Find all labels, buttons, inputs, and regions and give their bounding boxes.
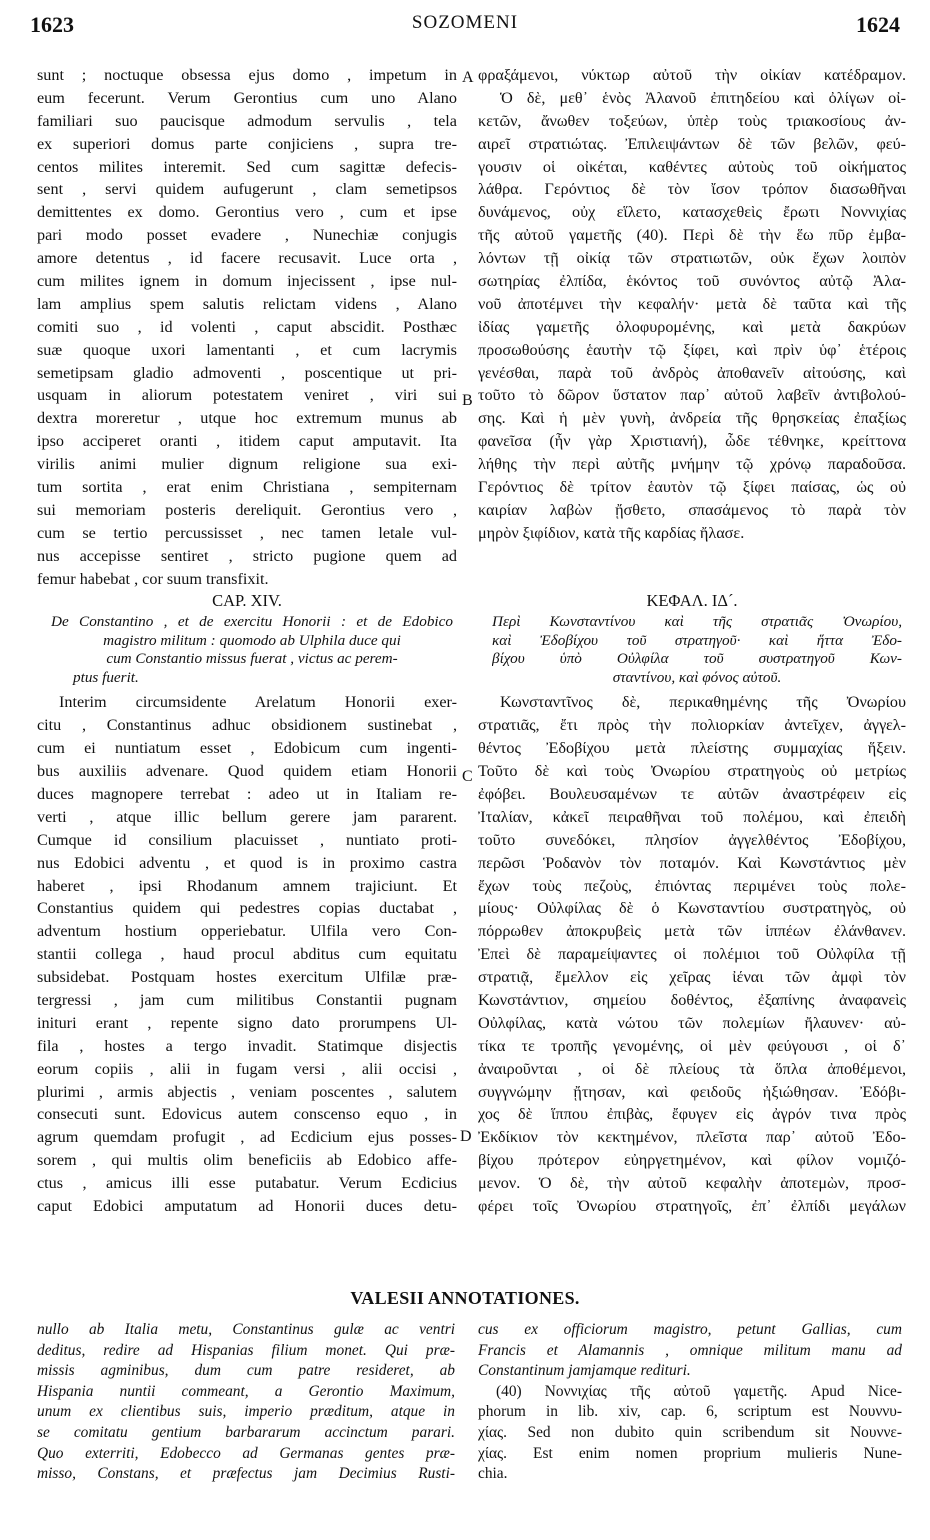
greek-paragraph-1 — [478, 64, 906, 545]
text-line: sunt ; noctuque obsessa ejus domo , impetum in — [37, 66, 457, 84]
text-line: Ἰταλίαν, κἀκεῖ πειραθῆναι τοῦ πολέμου, καὶ ἐπειδὴ — [478, 807, 906, 826]
text-line: agrum quemdam profugit , ad Ecdicium ejus posses- — [37, 1128, 457, 1147]
latin-paragraph-2 — [37, 691, 457, 1217]
greek-paragraph-2 — [478, 691, 906, 1217]
text-line: demittentes ex domo. Gerontius vero , cum et ipse — [37, 203, 457, 222]
text-line: subsidebat. Postquam hostes exercitum Ulfilæ præ- — [37, 968, 457, 987]
page-number-left: 1623 — [30, 12, 74, 37]
text-line: κετῶν, ἄνωθεν τοξεύων, ὑπὲρ τοὺς τριακοσίους ἀν- — [478, 111, 906, 130]
annotation-line: χίας. Est enim nomen proprium mulieris Nune- — [478, 1444, 902, 1462]
text-line: θέντος Ἐδοβίχου μετὰ πλείστης συμμαχίας ἥξειν. — [478, 739, 906, 758]
latin-column — [37, 64, 457, 1218]
text-line: sorem , qui multis olim beneficiis ab Edobico affe- — [37, 1151, 457, 1170]
text-line: adventum hostium opperiebatur. Ulfila vero Con- — [37, 922, 457, 941]
annotation-line: misso, Constans, et præfectus jam Decimius Rusti- — [37, 1465, 455, 1483]
text-line: αιρεῖ στρατιώτας. Ἐπιλειψάντων δὲ τῶν βελῶν, φεύ- — [478, 134, 906, 153]
text-line: virilis animi mulier dignum religione sua exi- — [37, 455, 457, 474]
text-line: πόρρωθεν ἀποκρυβεὶς μετὰ τῶν ἱππέων ἐλάνθανεν. — [478, 922, 906, 941]
text-line: sui memoriam posteris dereliquit. Gerontius vero , — [37, 500, 457, 519]
chapter-heading-latin: CAP. XIV. — [212, 591, 282, 611]
text-line: tum sortita , erat enim Christiana , sempiternam — [37, 478, 457, 497]
text-line: nus Edobici adventu , et quod is in proximo castra — [37, 853, 457, 872]
text-line: Κωνσταντῖνος δὲ, περικαθημένης τῆς Ὀνωρίου — [500, 693, 906, 712]
text-line: τοῦτο τὸ δῶρον ὕστατον παρ᾽ αὐτοῦ λαβεῖν ἀντιβολού- — [478, 386, 906, 405]
margin-marker-c: C — [462, 768, 473, 785]
text-line: λήθης τὴν περὶ αὐτῆς μνήμην τῷ χρόνῳ παραδοῦσα. — [478, 455, 906, 474]
text-line: caput Edobici amputatum ad Honorii duces detu- — [37, 1196, 457, 1215]
text-line: Constantius quidem qui pedestres copias ductabat , — [37, 899, 457, 918]
annotation-line: Quo exterriti, Edobecco ad Germanas gentes præ- — [37, 1444, 455, 1462]
text-line: sent , servi quidem aufugerunt , clam semetipsos — [37, 180, 457, 199]
text-line: μενον. Ὁ δὲ, τὴν αὐτοῦ κεφαλὴν ἀποτεμὼν, προσ- — [478, 1174, 906, 1193]
subtitle-line: ptus fuerit. — [73, 668, 139, 686]
page-number-right: 1624 — [856, 12, 900, 37]
text-line: Ἐκδίκιον τὸν κεκτημένον, πλεῖστα παρ᾽ αὐτοῦ Ἐδο- — [478, 1128, 906, 1147]
footnote-40: (40) Νοννιχίας τῆς αὐτοῦ γαμετῆς. Apud Nice- — [496, 1382, 902, 1400]
text-line: cum se tertio percussisset , nec tamen letale vul- — [37, 523, 457, 542]
text-line: consecuti sunt. Edovicus autem conscenso equo , in — [37, 1105, 457, 1124]
text-line: Ἐπεὶ δὲ παραμείψαντες οἱ πολέμιοι τοῦ Οὐλφίλα τῇ — [478, 945, 906, 964]
annotation-line: unum ex clientibus suis, imperio præditum, atque in — [37, 1403, 455, 1421]
text-line: inituri erant , repente signo dato prorumpens Ul- — [37, 1013, 457, 1032]
subtitle-line: βίχου ὑπὸ Οὐλφίλα τοῦ συστρατηγοῦ Κων- — [492, 650, 902, 668]
running-title: SOZOMENI — [411, 12, 519, 33]
subtitle-line: Περὶ Κωνσταντίνου καὶ τῆς στρατιᾶς Ὀνωρίου, — [492, 613, 902, 631]
text-line: verti , atque illic bellum gerere jam pararent. — [37, 807, 457, 826]
text-line: dextra moreretur , utque hoc extremum munus ab — [37, 409, 457, 428]
spacer — [478, 568, 906, 591]
subtitle-line: magistro militum : quomodo ab Ulphila duce qui — [103, 631, 401, 649]
text-line: συγγνώμην ᾔτησαν, καὶ φειδοῦς ἠξιώθησαν. Ἐδόβι- — [478, 1082, 906, 1101]
text-line: σης. Καὶ ἡ μὲν γυνὴ, ἀνδρεία τῆς θρησκείας ἐπαξίως — [478, 409, 906, 428]
text-line: suæ quoque uxori lamentanti , et cum lacrymis — [37, 340, 457, 359]
chapter-heading-greek: ΚΕΦΑΛ. ΙΔ´. — [646, 591, 738, 611]
annotation-line: Constantinum jamjamque redituri. — [478, 1362, 691, 1380]
text-line: λόντων τῇ οἰκίᾳ τῶν στρατιωτῶν, οὐκ ἔχων λοιπὸν — [478, 249, 906, 268]
text-line: Interim circumsidente Arelatum Honorii exer- — [59, 693, 457, 712]
text-line: Οὐλφίλας, κατὰ νώτου τῶν πολεμίων ἤλαυνεν· αὐ- — [478, 1013, 906, 1032]
text-line: usquam in aliorum potestatem veniret , viri sui — [37, 386, 457, 405]
text-line: στρατιᾶς, ἔτι πρὸς τὴν πολιορκίαν ἀντεῖχεν, ἀγγελ- — [478, 716, 906, 735]
text-line: haberet , ipsi Rhodanum amnem trajiciunt. Et — [37, 876, 457, 895]
text-line: Cumque id consilium placuisset , nuntiato proti- — [37, 830, 457, 849]
text-line: comiti suo , id volenti , caput abscidit. Posthæc — [37, 317, 457, 336]
annotation-line: phorum in lib. xiv, cap. 6, scriptum est Νουννυ- — [478, 1403, 902, 1421]
text-line: Τοῦτο δὲ καὶ τοὺς Ὀνωρίου στρατηγοὺς οὐ μετρίως — [478, 762, 906, 781]
text-line: λάθρα. Γερόντιος δὲ τὸν ἴσον τρόπον διασωθῆναι — [478, 180, 906, 199]
text-line: lam amplius spem salutis relictam videns , Alano — [37, 294, 457, 313]
text-line: φέρει τοῖς Ὀνωρίου στρατηγοῖς, ἐπ᾽ ἐλπίδι μεγάλων — [478, 1196, 906, 1215]
greek-column — [478, 64, 906, 1218]
text-line: τοῦτο συνεδόκει, πλησίον ἀγγελθέντος Ἐδοβίχου, — [478, 830, 906, 849]
text-line: φραξάμενοι, νύκτωρ αὐτοῦ τὴν οἰκίαν κατέδραμον. — [478, 66, 906, 84]
text-line: ἀναιροῦνται , οἱ δὲ πλείους τὰ ὅπλα ἀποθέμενοι, — [478, 1059, 906, 1078]
text-line: centos milites interemit. Sed cum sagittæ defecis- — [37, 157, 457, 176]
annotations-left-column — [37, 1320, 455, 1485]
text-line: ex superiori domus parte conjiciens , supra tre- — [37, 134, 457, 153]
text-line: plurimi , armis abjectis , veniam poscentes , salutem — [37, 1082, 457, 1101]
text-line: ἰδίας γαμετῆς ὀλοφυρομένης, καὶ μετὰ δακρύων — [478, 317, 906, 336]
text-line: χος δὲ ἵππου ἐπιβὰς, ἔφυγεν εἰς ἀγρόν τινα πρὸς — [478, 1105, 906, 1124]
text-line: δυνάμενος, οὐχ εἵλετο, κατασχεθεὶς ἔρωτι Νοννιχίας — [478, 203, 906, 222]
text-line: καιρίαν λαβὼν ᾔσθετο, σπασάμενος τὸ παρὰ τὸν — [478, 500, 906, 519]
annotation-line: Francis et Alamannis , omnique militum manu ad — [478, 1341, 902, 1359]
subtitle-line: καὶ Ἐδοβίχου τοῦ στρατηγοῦ· καὶ ἥττα Ἐδο- — [492, 631, 902, 649]
spacer — [478, 545, 906, 568]
text-line: amore detentus , id facere recusavit. Luce orta , — [37, 249, 457, 268]
annotations-right-column — [478, 1320, 902, 1485]
text-line: fila , hostes a tergo invadit. Statimque disjectis — [37, 1036, 457, 1055]
subtitle-line: σταντίνου, καὶ φόνος αὐτοῦ. — [612, 668, 782, 686]
text-line: μίους· Οὐλφίλας δὲ ὁ Κωνσταντίου συστρατηγὸς, οὐ — [478, 899, 906, 918]
text-line: νοῦ ἀποτέμνει τὴν κεφαλήν· μετὰ δὲ ταῦτα καὶ τῆς — [478, 294, 906, 313]
text-line: nus accepisse sentiret , stricto pugione quem ad — [37, 546, 457, 565]
margin-marker-a: A — [462, 69, 474, 86]
annotations-title: VALESII ANNOTATIONES. — [350, 1288, 580, 1308]
text-line: σωτηρίας ἐλπίδα, ἑκόντος τοῦ συνόντος αὐτῷ Ἀλα- — [478, 272, 906, 291]
text-line: cum milites ignem in domum injecissent , ipse nul- — [37, 272, 457, 291]
margin-marker-b: B — [462, 392, 473, 409]
text-line: citu , Constantinus adhuc obsidionem sustinebat , — [37, 716, 457, 735]
text-line: bus auxiliis advenare. Quod quidem etiam Honorii — [37, 762, 457, 781]
text-line: eorum copiis , alii in fugam versi , alii occisi , — [37, 1059, 457, 1078]
text-line: Κωνστάντιον, σημείου δοθέντος, ἐξαπίνης ἀναφανεὶς — [478, 990, 906, 1009]
text-line: semetipsam gladio admoventi , poscentique ut pri- — [37, 363, 457, 382]
annotation-line: Hispania nuntii commeant, a Gerontio Maximum, — [37, 1382, 455, 1400]
text-line: pari modo posset evadere , Nunechiæ conjugis — [37, 226, 457, 245]
text-line: eum fecerunt. Verum Gerontius cum uno Alano — [37, 88, 457, 107]
text-line: Ὁ δὲ, μεθ᾽ ἑνὸς Ἀλανοῦ ἐπιτηδείου καὶ ὀλίγων οἰ- — [500, 88, 906, 107]
chapter-subtitle-latin — [37, 613, 457, 687]
annotation-line: deditus, redire ad Hispanias filium monet. Qui præ- — [37, 1341, 455, 1359]
text-line: στρατιᾷ, ἔμελλον εἰς χεῖρας ἰέναι τῶν ἀμφὶ τὸν — [478, 968, 906, 987]
annotation-line: se comitatu gentium barbararum accinctum parari. — [37, 1423, 455, 1441]
annotation-line: χίας. Sed non dubito quin scribendum sit Νουννε- — [478, 1423, 902, 1441]
text-line: duces magnopere terrebat : adeo ut in Italiam re- — [37, 784, 457, 803]
annotation-line: missis agminibus, dum cum patre resideret, ab — [37, 1362, 455, 1380]
text-line: τῆς αὐτοῦ γαμετῆς (40). Περὶ δὲ τὴν ἕω πῦρ ἐμβα- — [478, 226, 906, 245]
text-line: γουσιν οἱ οἰκέται, καθέντες αὐτοὺς τοῦ οἰκήματος — [478, 157, 906, 176]
annotation-line: cus ex officiorum magistro, petunt Gallias, cum — [478, 1321, 902, 1338]
text-line: ipso acciperet oranti , itidem caput amputavit. Ita — [37, 432, 457, 451]
text-line: femur habebat , cor suum transfixit. — [37, 569, 269, 588]
subtitle-line: cum Constantio missus fuerat , victus ac perem- — [106, 650, 398, 668]
page-header — [30, 12, 900, 52]
text-line: ἔχων τοὺς πεζοὺς, ἐπιόντας περιμένει τοὺς πολε- — [478, 876, 906, 895]
text-line: γενέσθαι, παρὰ τοῦ ἀνδρὸς ἀποθανεῖν αἰτούσης, καὶ — [478, 363, 906, 382]
text-line: tergressi , jam cum militibus Constantii pugnam — [37, 990, 457, 1009]
margin-marker-d: D — [460, 1128, 472, 1145]
text-line: familiari suo paucisque admodum servulis , tela — [37, 111, 457, 130]
text-line: τίκα τε τροπῆς γενομένης, οἱ μὲν φεύγουσι , οἱ δ᾽ — [478, 1036, 906, 1055]
text-line: ctus , amicus illi esse putabatur. Verum Ecdicius — [37, 1174, 457, 1193]
text-line: περῶσι Ῥοδανὸν τὸν ποταμόν. Καὶ Κωνστάντιος μὲν — [478, 853, 906, 872]
annotation-line: chia. — [478, 1465, 508, 1483]
text-line: φανεῖσα (ἦν γὰρ Χριστιανή), ὧδε τέθνηκε, κρείττονα — [478, 432, 906, 451]
latin-paragraph-1 — [37, 64, 457, 590]
text-line: μηρὸν ξιφίδιον, κατὰ τῆς καρδίας ἤλασε. — [478, 523, 745, 542]
text-line: βίχου πρότερον εὐηργετημένον, καὶ φίλον νομιζό- — [478, 1151, 906, 1170]
text-line: Γερόντιος δὲ τρίτον ἑαυτὸν τῷ ξίφει παίσας, ὡς οὐ — [478, 478, 906, 497]
chapter-subtitle-greek — [478, 613, 906, 687]
text-line: προσωθούσης ἑαυτὴν τῷ ξίφει, καὶ πρὶν ὑφ᾽ ἑτέροις — [478, 340, 906, 359]
text-line: cum ei nuntiatum esset , Edobicum cum ingenti- — [37, 739, 457, 758]
text-line: stantii collega , haud procul abditus cum equitatu — [37, 945, 457, 964]
subtitle-line: De Constantino , et de exercitu Honorii : et de Edobico — [51, 613, 453, 631]
text-line: ἐφόβει. Βουλευσαμένων τε αὐτῶν ἀναστρέφειν εἰς — [478, 784, 906, 803]
annotation-line: nullo ab Italia metu, Constantinus gulæ ac ventri — [37, 1321, 455, 1338]
